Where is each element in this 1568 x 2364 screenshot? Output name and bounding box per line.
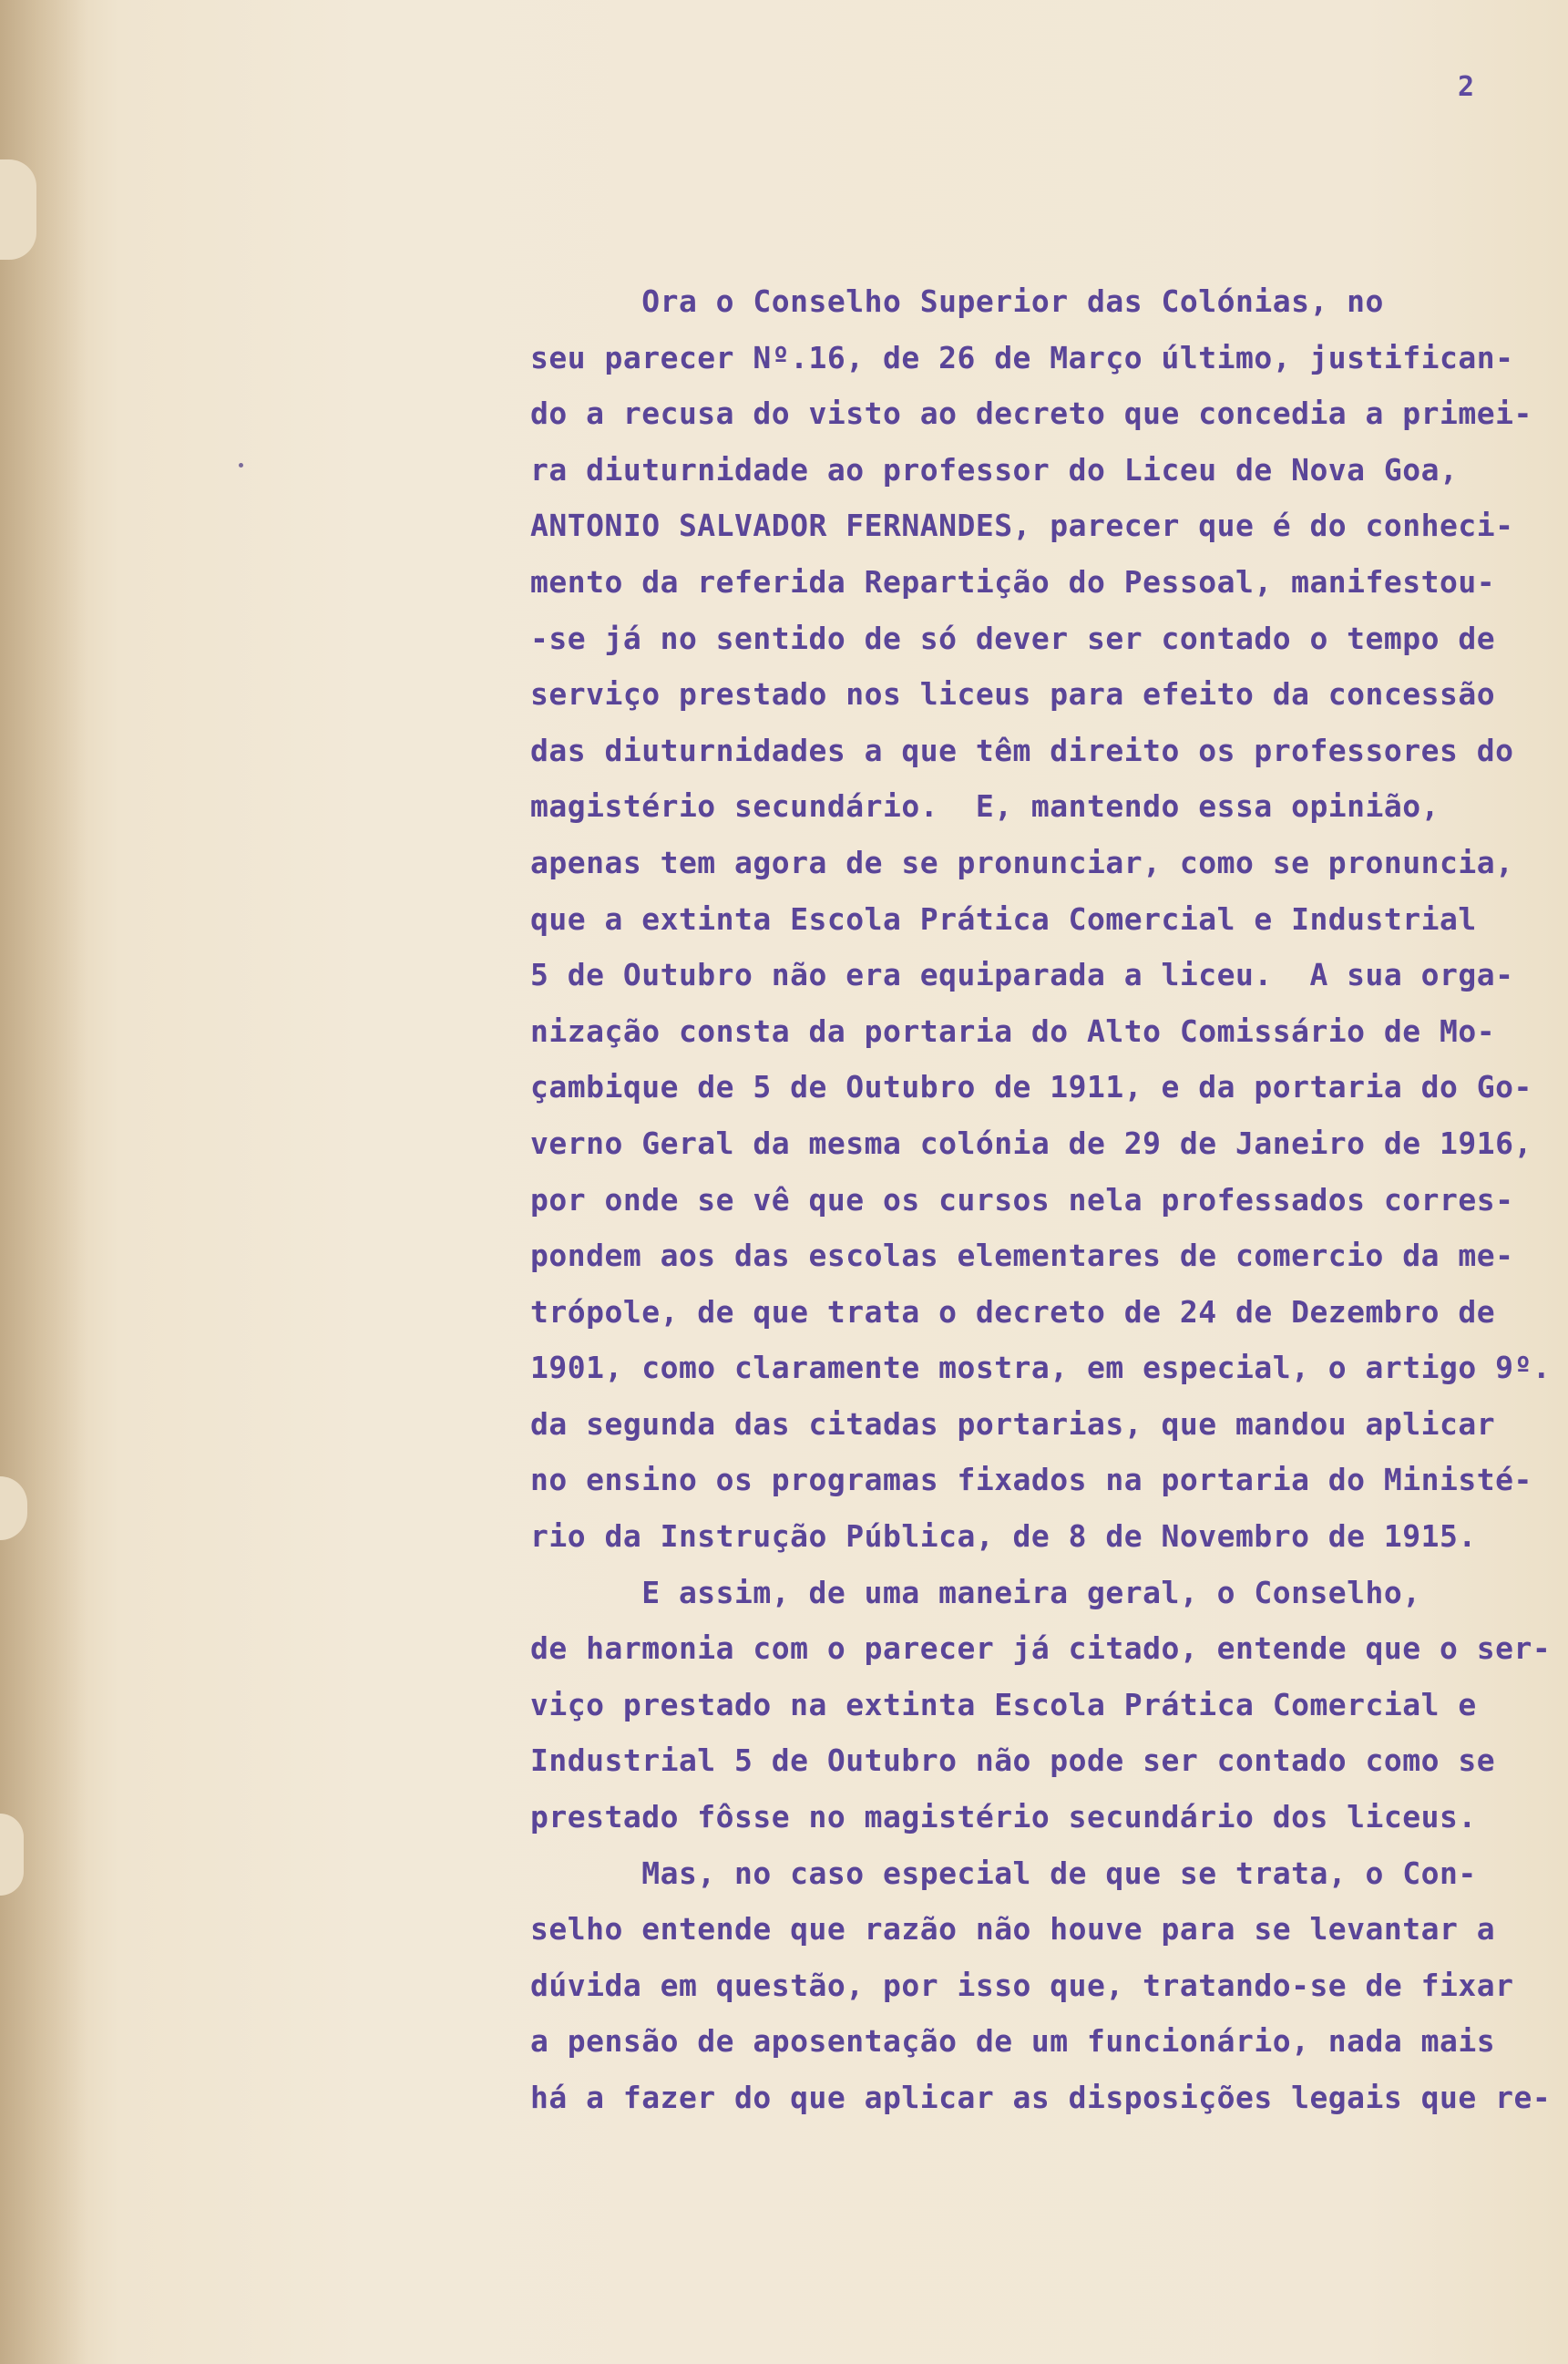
text-line: de harmonia com o parecer já citado, entende que o ser-: [530, 1630, 1552, 1667]
text-line: nização consta da portaria do Alto Comissário de Mo-: [530, 1012, 1496, 1049]
text-line: dúvida em questão, por isso que, tratando-se de fixar: [530, 1967, 1514, 2003]
text-line: seu parecer Nº.16, de 26 de Março último, justifican-: [530, 339, 1514, 375]
text-line: viço prestado na extinta Escola Prática Comercial e: [530, 1686, 1477, 1722]
text-line: trópole, de que trata o decreto de 24 de Dezembro de: [530, 1293, 1496, 1330]
text-line: selho entende que razão não houve para se levantar a: [530, 1911, 1496, 1948]
text-line: no ensino os programas fixados na portaria do Ministé-: [530, 1462, 1532, 1498]
text-line: 5 de Outubro não era equiparada a liceu. A sua orga-: [530, 957, 1514, 993]
text-line: ra diuturnidade ao professor do Liceu de Nova Goa,: [530, 451, 1459, 488]
text-line: verno Geral da mesma colónia de 29 de Janeiro de 1916,: [530, 1125, 1532, 1161]
paper-edge-stain: [0, 0, 87, 2364]
page-number: 2: [1458, 71, 1475, 103]
text-line: apenas tem agora de se pronunciar, como se pronuncia,: [530, 844, 1514, 880]
text-line: Industrial 5 de Outubro não pode ser contado como se: [530, 1742, 1496, 1779]
text-line: ANTONIO SALVADOR FERNANDES, parecer que é do conheci-: [530, 508, 1514, 544]
text-line: E assim, de uma maneira geral, o Conselho,: [530, 1574, 1421, 1610]
text-line: rio da Instrução Pública, de 8 de Novembro de 1915.: [530, 1518, 1477, 1555]
text-line: da segunda das citadas portarias, que mandou aplicar: [530, 1405, 1496, 1442]
text-line: Mas, no caso especial de que se trata, o Con-: [530, 1855, 1477, 1891]
typed-body-text: [530, 273, 1552, 2126]
text-line: serviço prestado nos liceus para efeito da concessão: [530, 676, 1496, 713]
text-line: -se já no sentido de só dever ser contado o tempo de: [530, 620, 1496, 656]
text-line: por onde se vê que os cursos nela professados corres-: [530, 1181, 1514, 1218]
text-line: prestado fôsse no magistério secundário dos liceus.: [530, 1799, 1477, 1835]
margin-dot: [239, 463, 243, 468]
text-line: das diuturnidades a que têm direito os professores do: [530, 732, 1514, 768]
text-line: do a recusa do visto ao decreto que concedia a primei-: [530, 396, 1532, 432]
paper-tear-1: [0, 159, 36, 260]
text-line: que a extinta Escola Prática Comercial e Industrial: [530, 900, 1477, 937]
text-line: 1901, como claramente mostra, em especial, o artigo 9º.: [530, 1350, 1552, 1386]
text-line: çambique de 5 de Outubro de 1911, e da portaria do Go-: [530, 1069, 1532, 1105]
text-line: há a fazer do que aplicar as disposições legais que re-: [530, 2080, 1552, 2115]
paper-tear-3: [0, 1814, 24, 1896]
text-line: magistério secundário. E, mantendo essa opinião,: [530, 788, 1440, 825]
text-line: a pensão de aposentação de um funcionário, nada mais: [530, 2023, 1496, 2060]
text-line: pondem aos das escolas elementares de comercio da me-: [530, 1238, 1514, 1274]
text-line: mento da referida Repartição do Pessoal, manifestou-: [530, 563, 1496, 600]
text-line: Ora o Conselho Superior das Colónias, no: [530, 283, 1384, 319]
